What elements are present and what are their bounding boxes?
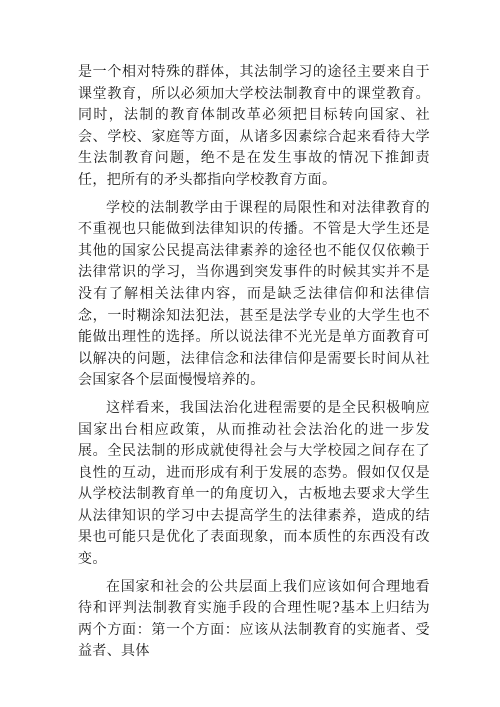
document-body (78, 62, 430, 669)
paragraph-4: 在国家和社会的公共层面上我们应该如何合理地看待和评判法制教育实施手段的合理性呢?基本上归结为两个方面：第一个方面：应该从法制教育的实施者、受益者、具体 (78, 578, 430, 660)
paragraph-3: 这样看来，我国法治化进程需要的是全民积极响应国家出台相应政策，从而推动社会法治化的进一步发展。全民法制的形成就使得社会与大学校园之间存在了良性的互动，进而形成有利于发展的态势。假如仅仅是从学校法制教育单一的角度切入，古板地去要求大学生从法律知识的学习中去提高学生的法律素养，造成的结果也可能只是优化了表面现象，而本质性的东西没有改变。 (78, 399, 430, 568)
paragraph-1: 是一个相对特殊的群体，其法制学习的途径主要来自于课堂教育，所以必须加大学校法制教育中的课堂教育。同时，法制的教育体制改革必须把目标转向国家、社会、学校、家庭等方面，从诸多因素综合起来看待大学生法制教育问题，绝不是在发生事故的情况下推卸责任，把所有的矛头都指向学校教育方面。 (78, 64, 430, 188)
paragraph-2: 学校的法制教学由于课程的局限性和对法律教育的不重视也只能做到法律知识的传播。不管是大学生还是其他的国家公民提高法律素养的途径也不能仅仅依赖于法律常识的学习，当你遇到突发事件的时候其实并不是没有了解相关法律内容，而是缺乏法律信仰和法律信念，一时糊涂知法犯法，甚至是法学专业的大学生也不能做出理性的选择。所以说法律不光光是单方面教育可以解决的问题，法律信念和法律信仰是需要长时间从社会国家各个层面慢慢培养的。 (78, 199, 430, 389)
